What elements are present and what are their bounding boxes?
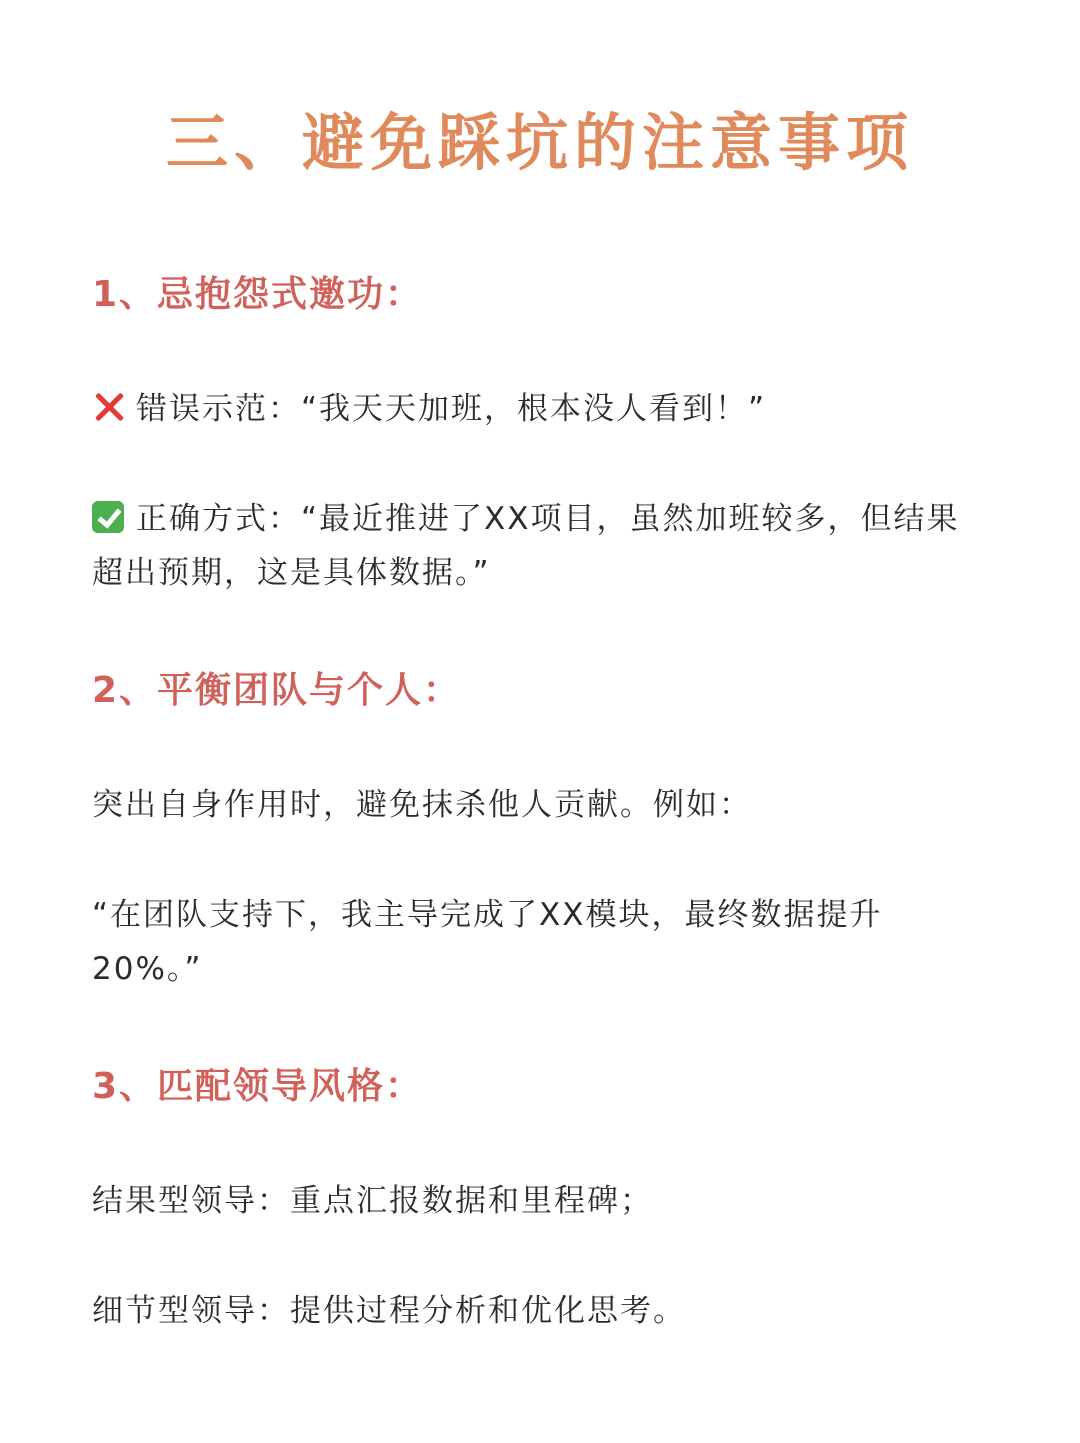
section-3-heading: 3、匹配领导风格： (92, 1066, 424, 1107)
check-mark-button-icon (92, 501, 124, 533)
page-title: 三、避免踩坑的注意事项 (165, 106, 914, 179)
wrong-example-text: 错误示范：“我天天加班，根本没人看到！” (136, 391, 767, 427)
section-2-heading: 2、平衡团队与个人： (92, 670, 462, 711)
cross-mark-icon (92, 389, 126, 423)
section-3-paragraph-1: 结果型领导：重点汇报数据和里程碑； (92, 1183, 653, 1219)
wrong-example (92, 382, 992, 436)
section-3-paragraph-2: 细节型领导：提供过程分析和优化思考。 (92, 1293, 686, 1329)
section-2-paragraph-2: “在团队支持下，我主导完成了XX模块，最终数据提升20%。” (92, 897, 883, 987)
section-2-paragraph-1: 突出自身作用时，避免抹杀他人贡献。例如： (92, 787, 752, 823)
section-1-heading: 1、忌抱怨式邀功： (92, 274, 424, 315)
right-example (92, 492, 972, 600)
right-example-text: 正确方式：“最近推进了XX项目，虽然加班较多，但结果超出预期，这是具体数据。” (92, 501, 960, 591)
